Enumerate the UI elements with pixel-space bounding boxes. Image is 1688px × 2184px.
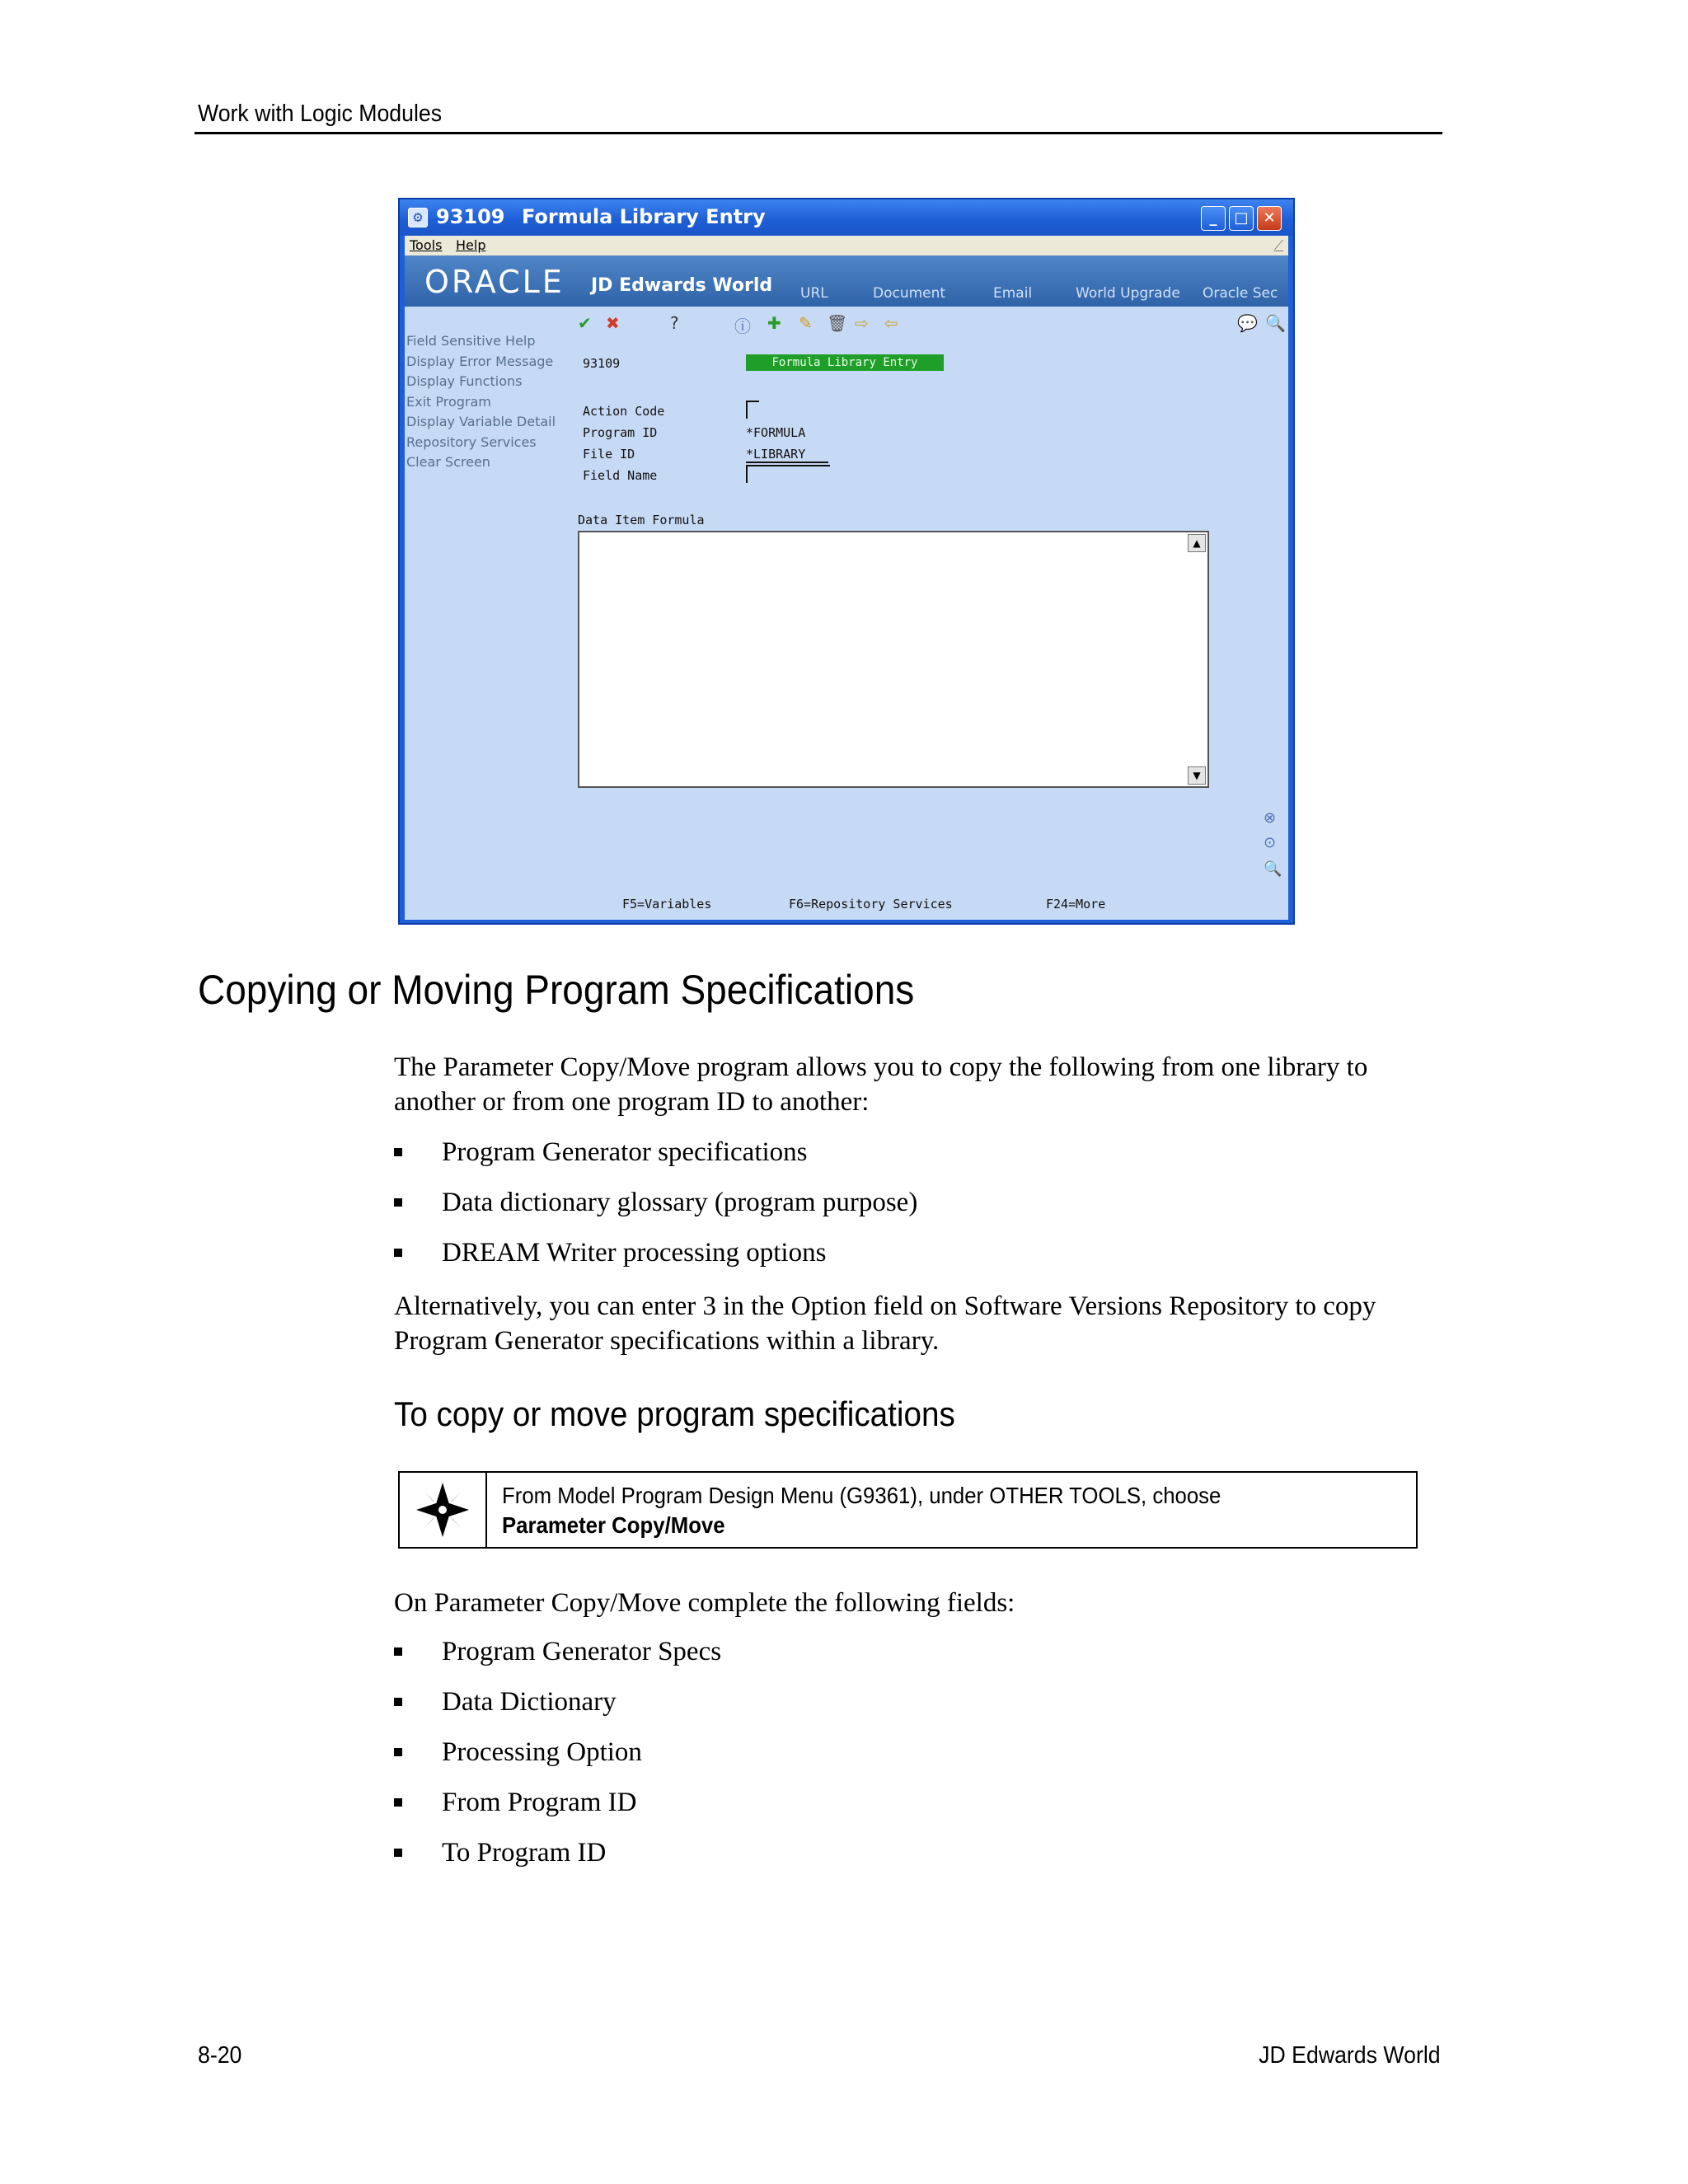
alternative-paragraph: Alternatively, you can enter 3 in the Option field on Software Versions Repository to copy Program Generator specifications within a library. <box>394 1291 1376 1356</box>
field-text: Data Dictionary <box>442 1687 617 1717</box>
previous-icon[interactable]: ⇦ <box>884 313 898 333</box>
exit-menu <box>406 331 563 473</box>
chat-icon[interactable]: 💬 <box>1237 313 1258 333</box>
nav-link-world-upgrade[interactable]: World Upgrade <box>1076 285 1180 302</box>
add-icon[interactable]: ✚ <box>767 313 781 333</box>
field-name-label: Field Name <box>583 468 658 483</box>
close-button[interactable]: ✕ <box>1257 206 1282 231</box>
navigation-box <box>398 1471 1418 1549</box>
help-icon[interactable]: ? <box>670 313 679 333</box>
collapse-icon[interactable]: ⊙ <box>1264 834 1277 851</box>
field-text: To Program ID <box>442 1838 607 1868</box>
fkey-repository-services[interactable]: F6=Repository Services <box>789 897 953 912</box>
intro-paragraph: The Parameter Copy/Move program allows you to copy the following from one library to another or from one program ID to another: <box>394 1052 1368 1117</box>
expand-icon[interactable]: ⊗ <box>1264 809 1277 827</box>
formula-textarea[interactable] <box>578 531 1209 788</box>
program-id-label: Program ID <box>583 425 658 440</box>
side-menu-item[interactable]: Repository Services <box>406 434 537 450</box>
navigation-icon-cell <box>400 1473 487 1547</box>
navigation-target: Parameter Copy/Move <box>502 1512 725 1538</box>
side-menu-item[interactable]: Field Sensitive Help <box>406 333 536 349</box>
side-menu-item[interactable]: Display Functions <box>406 373 523 389</box>
product-name: JD Edwards World <box>591 275 773 296</box>
scroll-up-icon[interactable]: ▲ <box>1188 534 1206 552</box>
cancel-icon[interactable]: ✖ <box>606 313 620 333</box>
side-menu-item[interactable]: Display Variable Detail <box>406 414 556 429</box>
form-id: 93109 <box>583 356 621 371</box>
toolbar <box>578 310 1287 335</box>
window-title-bar <box>400 199 1293 236</box>
info-icon[interactable]: ⓘ <box>734 316 751 336</box>
next-icon[interactable]: ⇨ <box>855 313 869 333</box>
oracle-logo: ORACLE <box>424 264 565 300</box>
resize-grip-icon: ⟋ <box>1273 237 1283 253</box>
zoom-icon[interactable]: 🔍 <box>1264 860 1282 878</box>
oracle-banner <box>405 255 1288 307</box>
nav-link-url[interactable]: URL <box>800 285 828 302</box>
side-menu-item[interactable]: Display Error Message <box>406 353 554 369</box>
action-code-label: Action Code <box>583 404 665 419</box>
field-name-input[interactable] <box>746 465 830 483</box>
procedure-heading: To copy or move program specifications <box>394 1394 955 1433</box>
side-menu-item[interactable]: Exit Program <box>406 393 491 410</box>
menu-help[interactable]: Help <box>456 237 486 253</box>
screen-title-badge: Formula Library Entry <box>746 354 944 371</box>
nav-link-oracle-sec[interactable]: Oracle Sec <box>1203 285 1278 302</box>
running-header: Work with Logic Modules <box>198 101 443 127</box>
form-content <box>405 307 1288 920</box>
maximize-button[interactable]: □ <box>1229 206 1254 231</box>
ok-icon[interactable]: ✔ <box>578 313 592 333</box>
formula-label: Data Item Formula <box>578 513 705 527</box>
menu-tools[interactable]: Tools <box>410 237 443 253</box>
section-heading: Copying or Moving Program Specifications <box>198 967 915 1013</box>
app-icon: ⚙ <box>408 208 428 227</box>
window-number: 93109 <box>436 205 505 228</box>
navigation-path: From Model Program Design Menu (G9361), under OTHER TOOLS, choose <box>502 1483 1221 1508</box>
file-id-label: File ID <box>583 447 635 462</box>
minimize-button[interactable]: _ <box>1201 206 1226 231</box>
field-text: Processing Option <box>442 1737 642 1767</box>
action-code-input[interactable] <box>746 401 759 419</box>
fkey-variables[interactable]: F5=Variables <box>622 897 712 912</box>
window-title: Formula Library Entry <box>522 205 766 228</box>
compass-icon <box>400 1473 485 1547</box>
nav-link-email[interactable]: Email <box>993 285 1033 302</box>
menu-bar <box>405 236 1288 255</box>
field-text: Program Generator Specs <box>442 1637 722 1666</box>
page-number: 8-20 <box>198 2042 242 2069</box>
edit-icon[interactable]: ✎ <box>799 313 813 333</box>
bullet-text: Data dictionary glossary (program purpose) <box>442 1188 918 1217</box>
program-id-value[interactable]: *FORMULA <box>746 425 806 440</box>
formula-library-window <box>398 198 1295 925</box>
nav-link-document[interactable]: Document <box>873 285 946 302</box>
bullet-text: DREAM Writer processing options <box>442 1238 827 1268</box>
scroll-down-icon[interactable]: ▼ <box>1188 766 1206 785</box>
footer-product: JD Edwards World <box>1259 2042 1441 2069</box>
search-icon[interactable]: 🔍 <box>1265 313 1286 333</box>
bullet-text: Program Generator specifications <box>442 1137 808 1167</box>
fields-intro: On Parameter Copy/Move complete the following fields: <box>394 1588 1015 1618</box>
delete-icon[interactable]: 🗑 <box>827 313 848 333</box>
header-rule <box>195 132 1442 134</box>
fkey-more[interactable]: F24=More <box>1046 897 1106 912</box>
file-id-value[interactable]: *LIBRARY <box>746 447 806 462</box>
navigation-text <box>502 1481 1260 1540</box>
field-text: From Program ID <box>442 1788 637 1817</box>
file-id-underline <box>746 462 828 463</box>
side-menu-item[interactable]: Clear Screen <box>406 454 490 470</box>
